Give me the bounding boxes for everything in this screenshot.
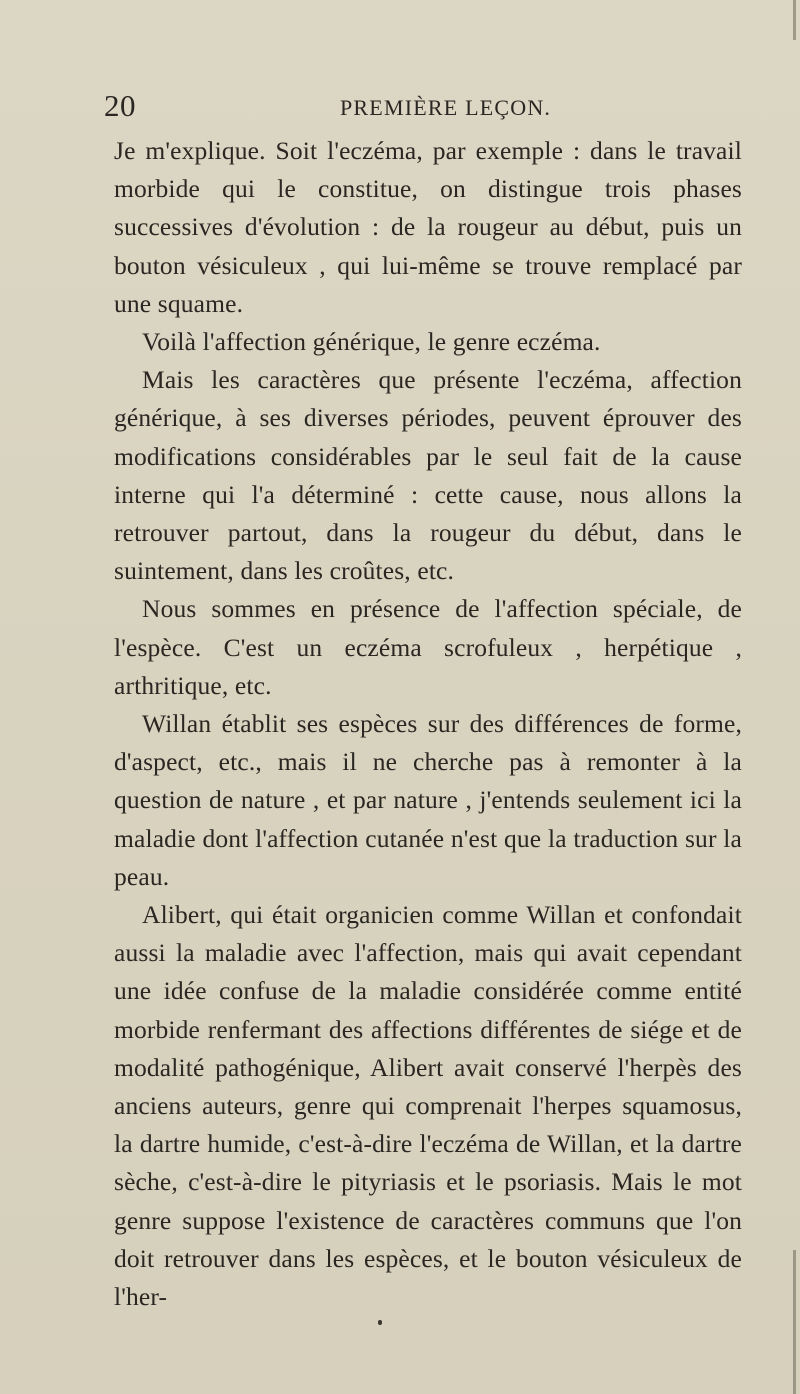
binding-edge-mark-bottom [793,1250,796,1394]
paragraph-6: Alibert, qui était organicien comme Willan et confondait aussi la maladie avec l'affection, mais qui avait cependant une idée confuse de la maladie considérée comme entité morbide renfermant des affections différentes de siége et de modalité pathogénique, Alibert avait conservé l'herpès des anciens auteurs, genre qui comprenait l'herpes squamosus, la dartre humide, c'est-à-dire l'eczéma de Willan, et la dartre sèche, c'est-à-dire le pityriasis et le psoriasis. Mais le mot genre suppose l'existence de caractères communs que l'on doit retrouver dans les espèces, et le bouton vésiculeux de l'her- [114,900,742,1312]
paragraph-2: Voilà l'affection générique, le genre eczéma. [142,327,601,357]
paragraph-4: Nous sommes en présence de l'affection spéciale, de l'espèce. C'est un eczéma scrofuleux , herpétique , arthritique, etc. [114,594,742,700]
page-number: 20 [104,88,136,123]
print-speck [378,1320,382,1325]
running-head: PREMIÈRE LEÇON. [340,95,552,120]
paragraph-5: Willan établit ses espèces sur des différences de forme, d'aspect, etc., mais il ne cherche pas à remonter à la question de nature , et par nature , j'entends seulement ici la maladie dont l'affection cutanée n'est que la traduction sur la peau. [114,709,742,891]
page-header [0,88,800,128]
body-text [114,132,742,1316]
paragraph-1: Je m'explique. Soit l'eczéma, par exemple : dans le travail morbide qui le constitue, on distingue trois phases successives d'évolution : de la rougeur au début, puis un bouton vésiculeux , qui lui-même se trouve remplacé par une squame. [114,136,742,318]
paragraph-3: Mais les caractères que présente l'eczéma, affection générique, à ses diverses périodes, peuvent éprouver des modifications considérables par le seul fait de la cause interne qui l'a déterminé : cette cause, nous allons la retrouver partout, dans la rougeur du début, dans le suintement, dans les croûtes, etc. [114,365,742,586]
binding-edge-mark-top [793,0,796,40]
